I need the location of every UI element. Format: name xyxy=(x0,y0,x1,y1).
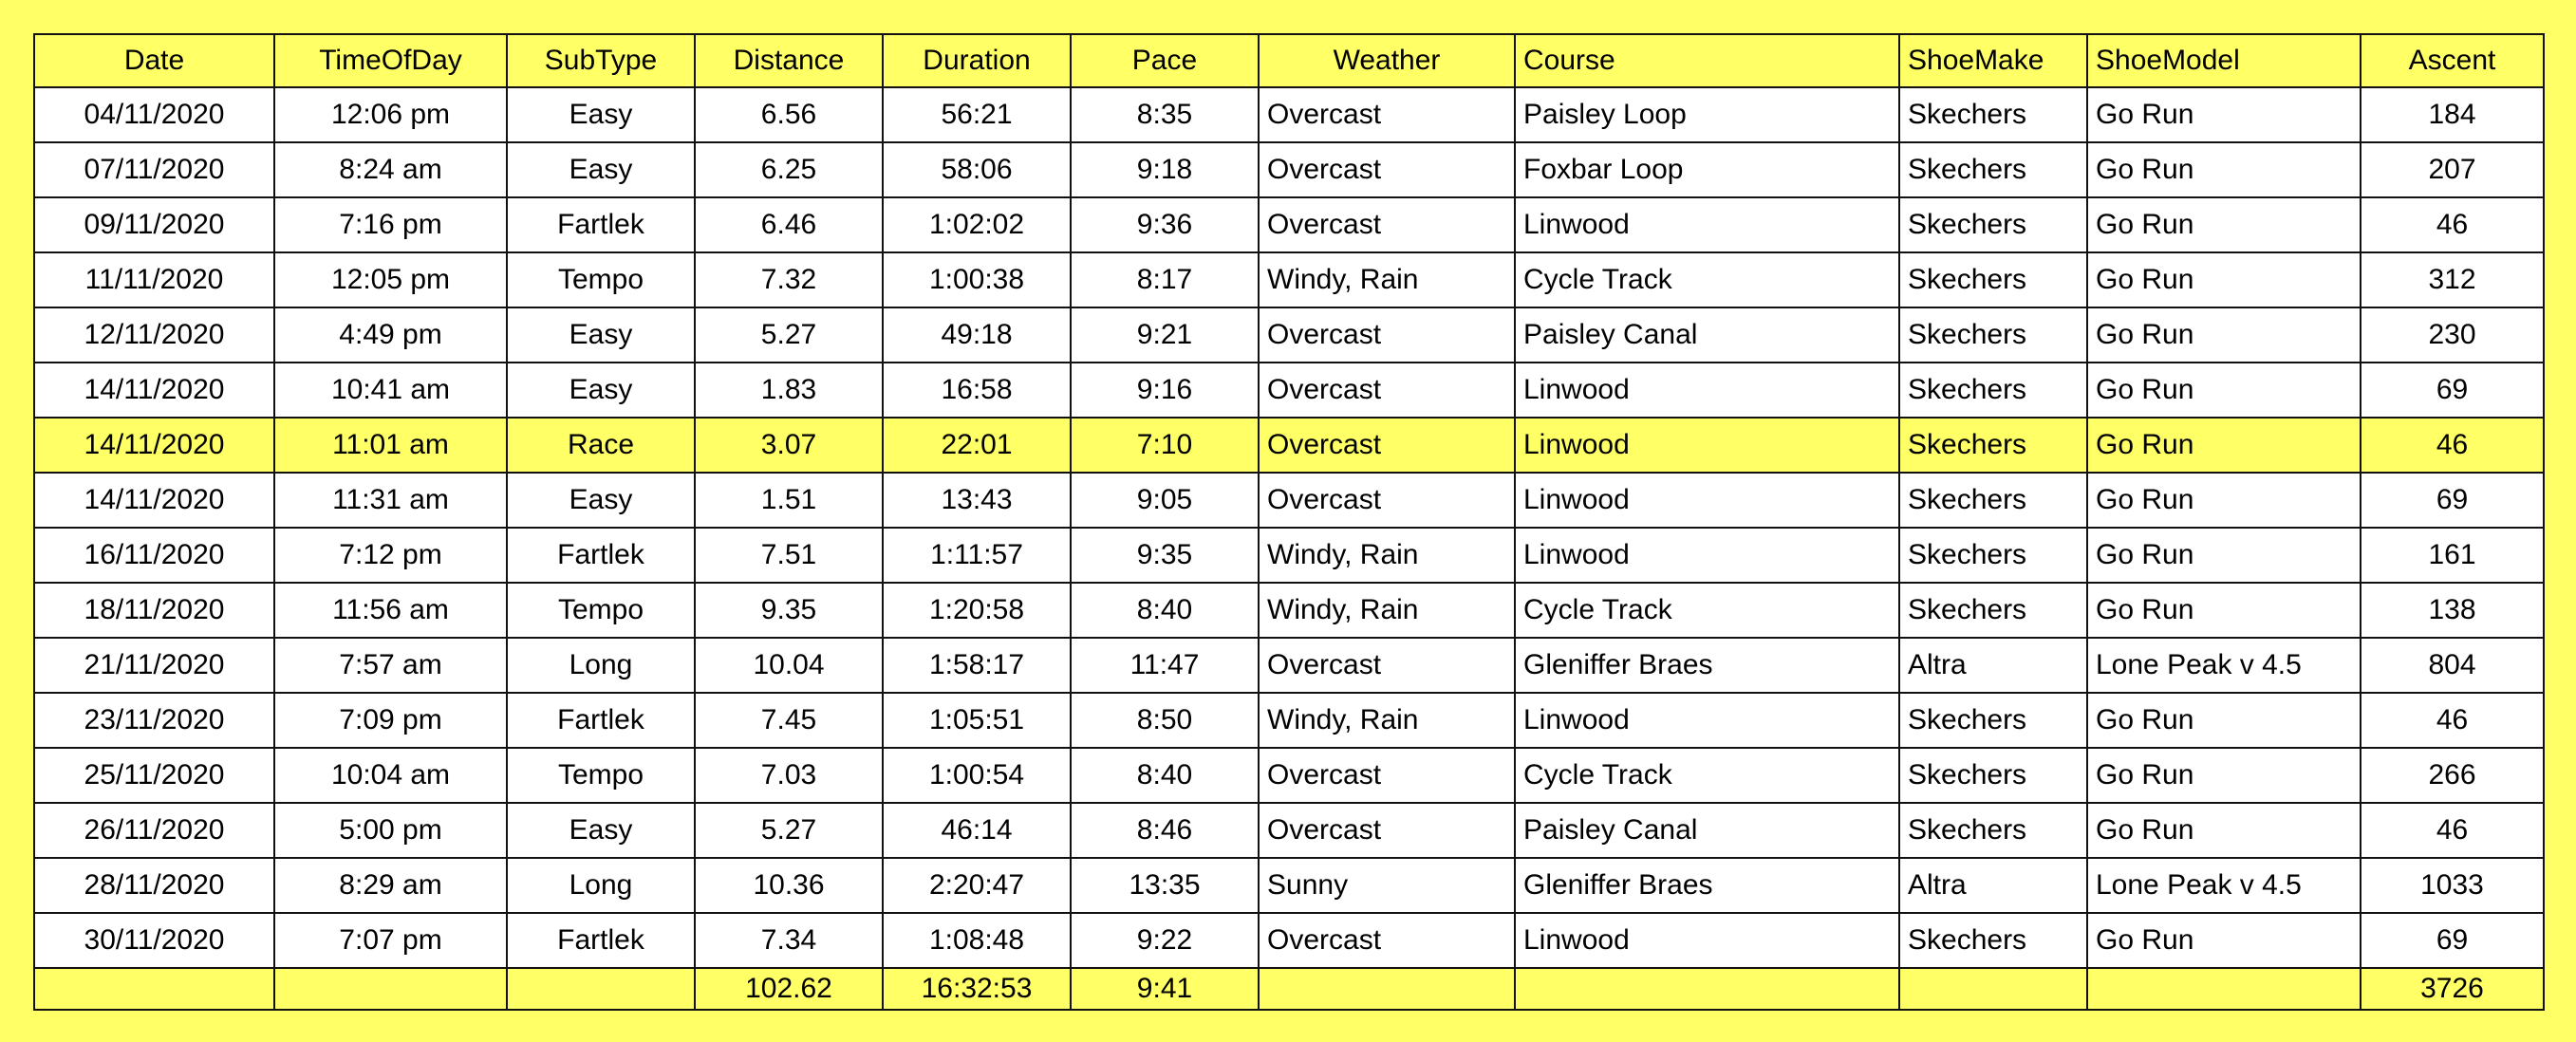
cell-shoemake: Altra xyxy=(1899,858,2087,913)
cell-duration: 22:01 xyxy=(883,418,1071,473)
cell-pace: 8:40 xyxy=(1071,748,1259,803)
cell-weather: Overcast xyxy=(1259,197,1515,252)
column-header-duration: Duration xyxy=(883,34,1071,87)
cell-pace: 8:35 xyxy=(1071,87,1259,142)
cell-pace: 8:46 xyxy=(1071,803,1259,858)
cell-distance: 5.27 xyxy=(695,803,883,858)
cell-course: Linwood xyxy=(1515,418,1899,473)
cell-weather: Overcast xyxy=(1259,142,1515,197)
cell-distance: 9.35 xyxy=(695,583,883,638)
cell-ascent: 804 xyxy=(2361,638,2544,693)
cell-pace: 11:47 xyxy=(1071,638,1259,693)
cell-ascent: 46 xyxy=(2361,418,2544,473)
cell-ascent: 207 xyxy=(2361,142,2544,197)
cell-course: Gleniffer Braes xyxy=(1515,858,1899,913)
cell-shoemake: Skechers xyxy=(1899,197,2087,252)
cell-date: 26/11/2020 xyxy=(34,803,274,858)
cell-timeofday: 10:04 am xyxy=(274,748,507,803)
cell-duration: 46:14 xyxy=(883,803,1071,858)
table-row xyxy=(34,803,2544,858)
cell-course: Gleniffer Braes xyxy=(1515,638,1899,693)
cell-weather: Windy, Rain xyxy=(1259,252,1515,307)
cell-weather: Overcast xyxy=(1259,473,1515,528)
cell-date: 18/11/2020 xyxy=(34,583,274,638)
cell-shoemodel: Go Run xyxy=(2087,87,2361,142)
cell-date: 07/11/2020 xyxy=(34,142,274,197)
table-row xyxy=(34,913,2544,968)
cell-duration: 1:00:54 xyxy=(883,748,1071,803)
cell-duration: 1:05:51 xyxy=(883,693,1071,748)
total-distance: 102.62 xyxy=(695,968,883,1010)
table-row xyxy=(34,252,2544,307)
cell-distance: 10.04 xyxy=(695,638,883,693)
cell-date: 14/11/2020 xyxy=(34,418,274,473)
cell-shoemake: Skechers xyxy=(1899,252,2087,307)
cell-ascent: 184 xyxy=(2361,87,2544,142)
cell-course: Linwood xyxy=(1515,693,1899,748)
table-row xyxy=(34,638,2544,693)
cell-date: 09/11/2020 xyxy=(34,197,274,252)
table-row xyxy=(34,363,2544,418)
cell-subtype: Fartlek xyxy=(507,913,695,968)
cell-timeofday: 12:06 pm xyxy=(274,87,507,142)
cell-distance: 6.56 xyxy=(695,87,883,142)
cell-timeofday: 11:31 am xyxy=(274,473,507,528)
cell-distance: 5.27 xyxy=(695,307,883,363)
cell-ascent: 46 xyxy=(2361,693,2544,748)
column-header-date: Date xyxy=(34,34,274,87)
table-row xyxy=(34,583,2544,638)
cell-distance: 7.34 xyxy=(695,913,883,968)
cell-shoemodel: Go Run xyxy=(2087,307,2361,363)
table-row xyxy=(34,858,2544,913)
table-row xyxy=(34,693,2544,748)
cell-weather: Overcast xyxy=(1259,913,1515,968)
cell-distance: 7.45 xyxy=(695,693,883,748)
cell-date: 23/11/2020 xyxy=(34,693,274,748)
cell-ascent: 230 xyxy=(2361,307,2544,363)
table-footer xyxy=(34,968,2544,1010)
cell-timeofday: 7:12 pm xyxy=(274,528,507,583)
cell-ascent: 69 xyxy=(2361,913,2544,968)
column-header-shoemodel: ShoeModel xyxy=(2087,34,2361,87)
cell-pace: 8:50 xyxy=(1071,693,1259,748)
cell-shoemodel: Go Run xyxy=(2087,142,2361,197)
cell-subtype: Easy xyxy=(507,142,695,197)
cell-timeofday: 7:16 pm xyxy=(274,197,507,252)
cell-weather: Windy, Rain xyxy=(1259,693,1515,748)
cell-pace: 9:36 xyxy=(1071,197,1259,252)
cell-timeofday: 11:56 am xyxy=(274,583,507,638)
cell-shoemodel: Go Run xyxy=(2087,363,2361,418)
cell-weather: Overcast xyxy=(1259,638,1515,693)
total-ascent: 3726 xyxy=(2361,968,2544,1010)
cell-weather: Overcast xyxy=(1259,363,1515,418)
cell-course: Paisley Loop xyxy=(1515,87,1899,142)
cell-subtype: Fartlek xyxy=(507,197,695,252)
cell-shoemake: Skechers xyxy=(1899,473,2087,528)
cell-subtype: Long xyxy=(507,858,695,913)
cell-subtype: Tempo xyxy=(507,252,695,307)
cell-shoemake: Skechers xyxy=(1899,528,2087,583)
cell-duration: 16:58 xyxy=(883,363,1071,418)
cell-distance: 3.07 xyxy=(695,418,883,473)
cell-distance: 7.32 xyxy=(695,252,883,307)
cell-ascent: 46 xyxy=(2361,197,2544,252)
cell-duration: 49:18 xyxy=(883,307,1071,363)
cell-subtype: Easy xyxy=(507,307,695,363)
cell-duration: 1:20:58 xyxy=(883,583,1071,638)
cell-subtype: Easy xyxy=(507,473,695,528)
cell-duration: 1:08:48 xyxy=(883,913,1071,968)
cell-duration: 13:43 xyxy=(883,473,1071,528)
cell-duration: 2:20:47 xyxy=(883,858,1071,913)
cell-timeofday: 10:41 am xyxy=(274,363,507,418)
table-row xyxy=(34,87,2544,142)
cell-weather: Overcast xyxy=(1259,307,1515,363)
cell-date: 25/11/2020 xyxy=(34,748,274,803)
cell-subtype: Tempo xyxy=(507,583,695,638)
cell-shoemodel: Lone Peak v 4.5 xyxy=(2087,858,2361,913)
cell-shoemodel: Go Run xyxy=(2087,252,2361,307)
column-header-weather: Weather xyxy=(1259,34,1515,87)
cell-shoemake: Skechers xyxy=(1899,142,2087,197)
cell-ascent: 312 xyxy=(2361,252,2544,307)
table-row xyxy=(34,473,2544,528)
cell-course: Cycle Track xyxy=(1515,252,1899,307)
total-timeofday xyxy=(274,968,507,1010)
cell-timeofday: 12:05 pm xyxy=(274,252,507,307)
cell-shoemake: Skechers xyxy=(1899,803,2087,858)
column-header-timeofday: TimeOfDay xyxy=(274,34,507,87)
cell-course: Foxbar Loop xyxy=(1515,142,1899,197)
cell-date: 14/11/2020 xyxy=(34,473,274,528)
column-header-distance: Distance xyxy=(695,34,883,87)
cell-ascent: 69 xyxy=(2361,363,2544,418)
total-date xyxy=(34,968,274,1010)
table-row xyxy=(34,197,2544,252)
table-row xyxy=(34,307,2544,363)
cell-shoemake: Skechers xyxy=(1899,693,2087,748)
cell-shoemake: Skechers xyxy=(1899,307,2087,363)
cell-duration: 1:58:17 xyxy=(883,638,1071,693)
cell-distance: 7.51 xyxy=(695,528,883,583)
total-shoemodel xyxy=(2087,968,2361,1010)
cell-date: 12/11/2020 xyxy=(34,307,274,363)
cell-shoemodel: Go Run xyxy=(2087,528,2361,583)
cell-ascent: 1033 xyxy=(2361,858,2544,913)
cell-shoemake: Altra xyxy=(1899,638,2087,693)
cell-ascent: 69 xyxy=(2361,473,2544,528)
table-body xyxy=(34,87,2544,968)
cell-date: 30/11/2020 xyxy=(34,913,274,968)
cell-shoemodel: Go Run xyxy=(2087,748,2361,803)
cell-subtype: Tempo xyxy=(507,748,695,803)
cell-date: 11/11/2020 xyxy=(34,252,274,307)
cell-subtype: Fartlek xyxy=(507,528,695,583)
cell-date: 28/11/2020 xyxy=(34,858,274,913)
cell-ascent: 138 xyxy=(2361,583,2544,638)
cell-shoemake: Skechers xyxy=(1899,363,2087,418)
table-row xyxy=(34,142,2544,197)
cell-timeofday: 5:00 pm xyxy=(274,803,507,858)
cell-date: 16/11/2020 xyxy=(34,528,274,583)
cell-weather: Overcast xyxy=(1259,418,1515,473)
cell-course: Paisley Canal xyxy=(1515,307,1899,363)
cell-course: Linwood xyxy=(1515,913,1899,968)
cell-weather: Windy, Rain xyxy=(1259,583,1515,638)
cell-course: Linwood xyxy=(1515,528,1899,583)
cell-shoemake: Skechers xyxy=(1899,748,2087,803)
cell-timeofday: 8:29 am xyxy=(274,858,507,913)
cell-pace: 9:16 xyxy=(1071,363,1259,418)
cell-subtype: Race xyxy=(507,418,695,473)
cell-course: Linwood xyxy=(1515,473,1899,528)
total-pace: 9:41 xyxy=(1071,968,1259,1010)
total-weather xyxy=(1259,968,1515,1010)
cell-distance: 7.03 xyxy=(695,748,883,803)
cell-course: Cycle Track xyxy=(1515,748,1899,803)
cell-pace: 9:35 xyxy=(1071,528,1259,583)
cell-shoemodel: Go Run xyxy=(2087,803,2361,858)
cell-distance: 1.51 xyxy=(695,473,883,528)
cell-distance: 10.36 xyxy=(695,858,883,913)
cell-timeofday: 7:07 pm xyxy=(274,913,507,968)
run-log-table xyxy=(33,33,2545,1011)
cell-shoemodel: Go Run xyxy=(2087,197,2361,252)
cell-pace: 13:35 xyxy=(1071,858,1259,913)
cell-shoemodel: Go Run xyxy=(2087,473,2361,528)
cell-distance: 1.83 xyxy=(695,363,883,418)
column-header-ascent: Ascent xyxy=(2361,34,2544,87)
cell-duration: 58:06 xyxy=(883,142,1071,197)
cell-timeofday: 7:09 pm xyxy=(274,693,507,748)
cell-duration: 1:00:38 xyxy=(883,252,1071,307)
cell-weather: Overcast xyxy=(1259,87,1515,142)
total-subtype xyxy=(507,968,695,1010)
cell-shoemodel: Go Run xyxy=(2087,693,2361,748)
cell-distance: 6.46 xyxy=(695,197,883,252)
table-row xyxy=(34,748,2544,803)
cell-subtype: Long xyxy=(507,638,695,693)
cell-weather: Sunny xyxy=(1259,858,1515,913)
cell-ascent: 46 xyxy=(2361,803,2544,858)
cell-course: Linwood xyxy=(1515,363,1899,418)
table-header xyxy=(34,34,2544,87)
cell-date: 14/11/2020 xyxy=(34,363,274,418)
cell-timeofday: 11:01 am xyxy=(274,418,507,473)
cell-weather: Windy, Rain xyxy=(1259,528,1515,583)
cell-course: Paisley Canal xyxy=(1515,803,1899,858)
table-row-highlighted xyxy=(34,418,2544,473)
cell-distance: 6.25 xyxy=(695,142,883,197)
cell-shoemake: Skechers xyxy=(1899,913,2087,968)
cell-pace: 7:10 xyxy=(1071,418,1259,473)
total-course xyxy=(1515,968,1899,1010)
cell-shoemake: Skechers xyxy=(1899,87,2087,142)
cell-timeofday: 4:49 pm xyxy=(274,307,507,363)
column-header-pace: Pace xyxy=(1071,34,1259,87)
header-row xyxy=(34,34,2544,87)
cell-subtype: Fartlek xyxy=(507,693,695,748)
total-shoemake xyxy=(1899,968,2087,1010)
cell-date: 21/11/2020 xyxy=(34,638,274,693)
cell-date: 04/11/2020 xyxy=(34,87,274,142)
column-header-course: Course xyxy=(1515,34,1899,87)
cell-pace: 9:05 xyxy=(1071,473,1259,528)
cell-duration: 1:11:57 xyxy=(883,528,1071,583)
cell-pace: 8:40 xyxy=(1071,583,1259,638)
cell-pace: 9:22 xyxy=(1071,913,1259,968)
cell-pace: 8:17 xyxy=(1071,252,1259,307)
table-row xyxy=(34,528,2544,583)
column-header-shoemake: ShoeMake xyxy=(1899,34,2087,87)
cell-shoemodel: Go Run xyxy=(2087,583,2361,638)
cell-timeofday: 7:57 am xyxy=(274,638,507,693)
cell-ascent: 161 xyxy=(2361,528,2544,583)
column-header-subtype: SubType xyxy=(507,34,695,87)
cell-shoemodel: Go Run xyxy=(2087,418,2361,473)
cell-course: Cycle Track xyxy=(1515,583,1899,638)
cell-shoemodel: Go Run xyxy=(2087,913,2361,968)
total-duration: 16:32:53 xyxy=(883,968,1071,1010)
cell-shoemake: Skechers xyxy=(1899,418,2087,473)
cell-weather: Overcast xyxy=(1259,803,1515,858)
cell-pace: 9:18 xyxy=(1071,142,1259,197)
cell-timeofday: 8:24 am xyxy=(274,142,507,197)
cell-subtype: Easy xyxy=(507,87,695,142)
cell-pace: 9:21 xyxy=(1071,307,1259,363)
cell-duration: 1:02:02 xyxy=(883,197,1071,252)
cell-shoemodel: Lone Peak v 4.5 xyxy=(2087,638,2361,693)
cell-duration: 56:21 xyxy=(883,87,1071,142)
cell-shoemake: Skechers xyxy=(1899,583,2087,638)
cell-subtype: Easy xyxy=(507,363,695,418)
cell-course: Linwood xyxy=(1515,197,1899,252)
cell-weather: Overcast xyxy=(1259,748,1515,803)
totals-row xyxy=(34,968,2544,1010)
cell-subtype: Easy xyxy=(507,803,695,858)
cell-ascent: 266 xyxy=(2361,748,2544,803)
